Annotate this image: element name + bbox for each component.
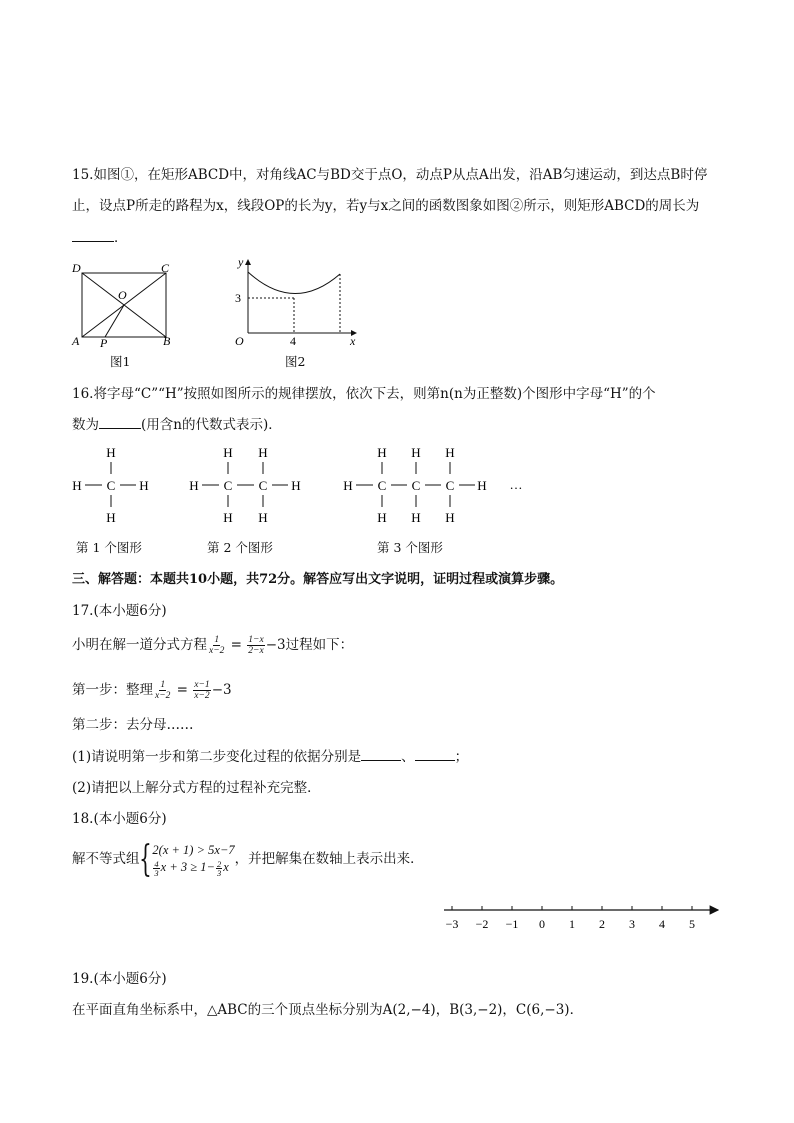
q17-blank-1 <box>361 748 401 761</box>
q15-answer-blank <box>72 229 114 242</box>
m2-C1: C <box>223 478 233 493</box>
fig1-caption: 图1 <box>110 354 131 369</box>
m3-H-bottom3: H <box>445 510 455 525</box>
q16-line2 <box>72 416 282 434</box>
fig1-label-A: A <box>72 334 80 348</box>
q17-eq-mid: = <box>226 637 247 653</box>
m1-H-bottom: H <box>106 510 116 525</box>
q15-line3-suffix: ． <box>114 230 128 246</box>
q16-caption-2: 第 2 个图形 <box>207 540 273 555</box>
m2-H-bottom2: H <box>258 510 268 525</box>
q17-blank-2 <box>415 748 455 761</box>
m2-H-bottom1: H <box>223 510 233 525</box>
q15-figure1 <box>68 256 188 348</box>
q17-header: 17.(本小题6分) <box>72 603 167 619</box>
q16-figures <box>60 438 540 530</box>
q19-header: 19.(本小题6分) <box>72 971 167 987</box>
section3-title: 三、解答题：本题共10小题，共72分。解答应写出文字说明，证明过程或演算步骤。 <box>72 572 564 587</box>
fig1-label-D: D <box>72 261 81 275</box>
m3-H-left: H <box>343 478 353 493</box>
q15-line3 <box>72 229 128 247</box>
m2-H-top1: H <box>223 445 233 460</box>
q16-caption-3: 第 3 个图形 <box>377 540 443 555</box>
m3-H-top1: H <box>377 445 387 460</box>
numberline-tick-label: −2 <box>475 917 489 931</box>
m3-H-right: H <box>477 478 487 493</box>
q18-header: 18.(本小题6分) <box>72 811 167 827</box>
q16-answer-blank <box>99 416 141 429</box>
q15-figure2 <box>230 254 365 350</box>
m2-C2: C <box>258 478 268 493</box>
numberline-tick-label: −1 <box>505 917 519 931</box>
numberline-tick-label: 3 <box>629 917 635 931</box>
q17-eq-lhs-frac: $\frac{1}{x-2}$ <box>209 635 225 656</box>
m3-H-bottom2: H <box>411 510 421 525</box>
q17-step2: 第二步：去分母…… <box>72 717 194 733</box>
numberline-tick-label: 4 <box>659 917 665 931</box>
q16-caption-1: 第 1 个图形 <box>76 540 142 555</box>
q18-row2: $\frac{4}{3}$ x + 3 ≥ 1− $\frac{2}{3}$ x <box>154 858 229 878</box>
q19-line: 在平面直角坐标系中，△ABC的三个顶点坐标分别为A(2,−4)，B(3,−2)，C(6,−3)． <box>72 1002 584 1018</box>
m-ellipsis: … <box>509 477 523 492</box>
q17-part1-prefix: (1)请说明第一步和第二步变化过程的依据分别是 <box>72 749 362 765</box>
m1-H-top: H <box>106 445 116 460</box>
q17-s1-mid: = <box>172 682 193 698</box>
m3-C2: C <box>411 478 421 493</box>
m3-H-bottom1: H <box>377 510 387 525</box>
m3-C3: C <box>445 478 455 493</box>
fig2-label-y: y <box>238 255 244 269</box>
m3-H-top2: H <box>411 445 421 460</box>
numberline-tick-label: 2 <box>599 917 605 931</box>
q16-line2-prefix: 数为 <box>72 417 99 433</box>
q16-line1: 16.将字母“C”“H”按照如图所示的规律摆放，依次下去，则第n(n为正整数)个图形中字母“H”的个 <box>72 386 656 402</box>
q18-row1: 2(x + 1) > 5x−7 <box>152 843 235 858</box>
m1-H-right: H <box>139 478 149 493</box>
q17-step1-prefix: 第一步：整理 <box>72 682 153 698</box>
fig1-label-O: O <box>118 288 127 302</box>
q17-part1-sep: 、 <box>401 749 415 765</box>
q18-prefix: 解不等式组 <box>72 851 140 867</box>
q18-suffix: ，并把解集在数轴上表示出来． <box>234 851 424 867</box>
m3-C1: C <box>377 478 387 493</box>
m1-H-left: H <box>72 478 82 493</box>
m3-H-top3: H <box>445 445 455 460</box>
q17-intro-prefix: 小明在解一道分式方程 <box>72 637 207 653</box>
q17-step1 <box>72 680 232 701</box>
fig2-label-x: x <box>350 334 356 348</box>
q17-intro <box>72 635 353 656</box>
q17-s1-tail: −3 <box>211 682 232 698</box>
fig1-label-C: C <box>161 261 170 275</box>
q15-line2: 止，设点P所走的路程为x，线段OP的长为y，若y与x之间的函数图象如图②所示，则矩形ABCD的周长为 <box>72 198 700 214</box>
numberline-tick-label: 0 <box>539 917 545 931</box>
fig1-label-B: B <box>163 334 171 348</box>
q15-line1: 15.如图①，在矩形ABCD中，对角线AC与BD交于点O，动点P从点A出发，沿AB匀速运动，到达点B时停 <box>72 167 708 183</box>
m2-H-left: H <box>189 478 199 493</box>
fig2-caption: 图2 <box>285 354 306 369</box>
m2-H-right: H <box>291 478 301 493</box>
m1-C: C <box>106 478 116 493</box>
fig2-label-O: O <box>235 334 244 348</box>
fig1-label-P: P <box>100 336 108 348</box>
numberline-tick-label: 1 <box>569 917 575 931</box>
numberline-tick-label: −3 <box>445 917 459 931</box>
q17-part1 <box>72 748 468 766</box>
q16-line2-suffix: (用含n的代数式表示)． <box>141 417 282 433</box>
numberline-tick-label: 5 <box>689 917 695 931</box>
fig2-tick-4: 4 <box>290 334 296 348</box>
q18-inequality-system: { 2(x + 1) > 5x−7 $\frac{4}{3}$ x + 3 ≥ 1− $\frac{2}{3}$ x <box>138 838 235 880</box>
q17-part2: (2)请把以上解分式方程的过程补充完整． <box>72 780 321 796</box>
q17-part1-end: ； <box>454 749 469 765</box>
q17-eq-tail: −3过程如下： <box>265 637 354 653</box>
m2-H-top2: H <box>258 445 268 460</box>
q17-s1-rhs-frac: $\frac{x-1}{x-2}$ <box>194 680 210 701</box>
fig2-tick-3: 3 <box>235 291 241 305</box>
q18-system-line <box>72 839 424 879</box>
q17-eq-rhs-frac: $\frac{1-x}{2-x}$ <box>248 635 264 656</box>
q18-number-line <box>430 898 730 938</box>
q17-s1-lhs-frac: $\frac{1}{x-2}$ <box>155 680 171 701</box>
